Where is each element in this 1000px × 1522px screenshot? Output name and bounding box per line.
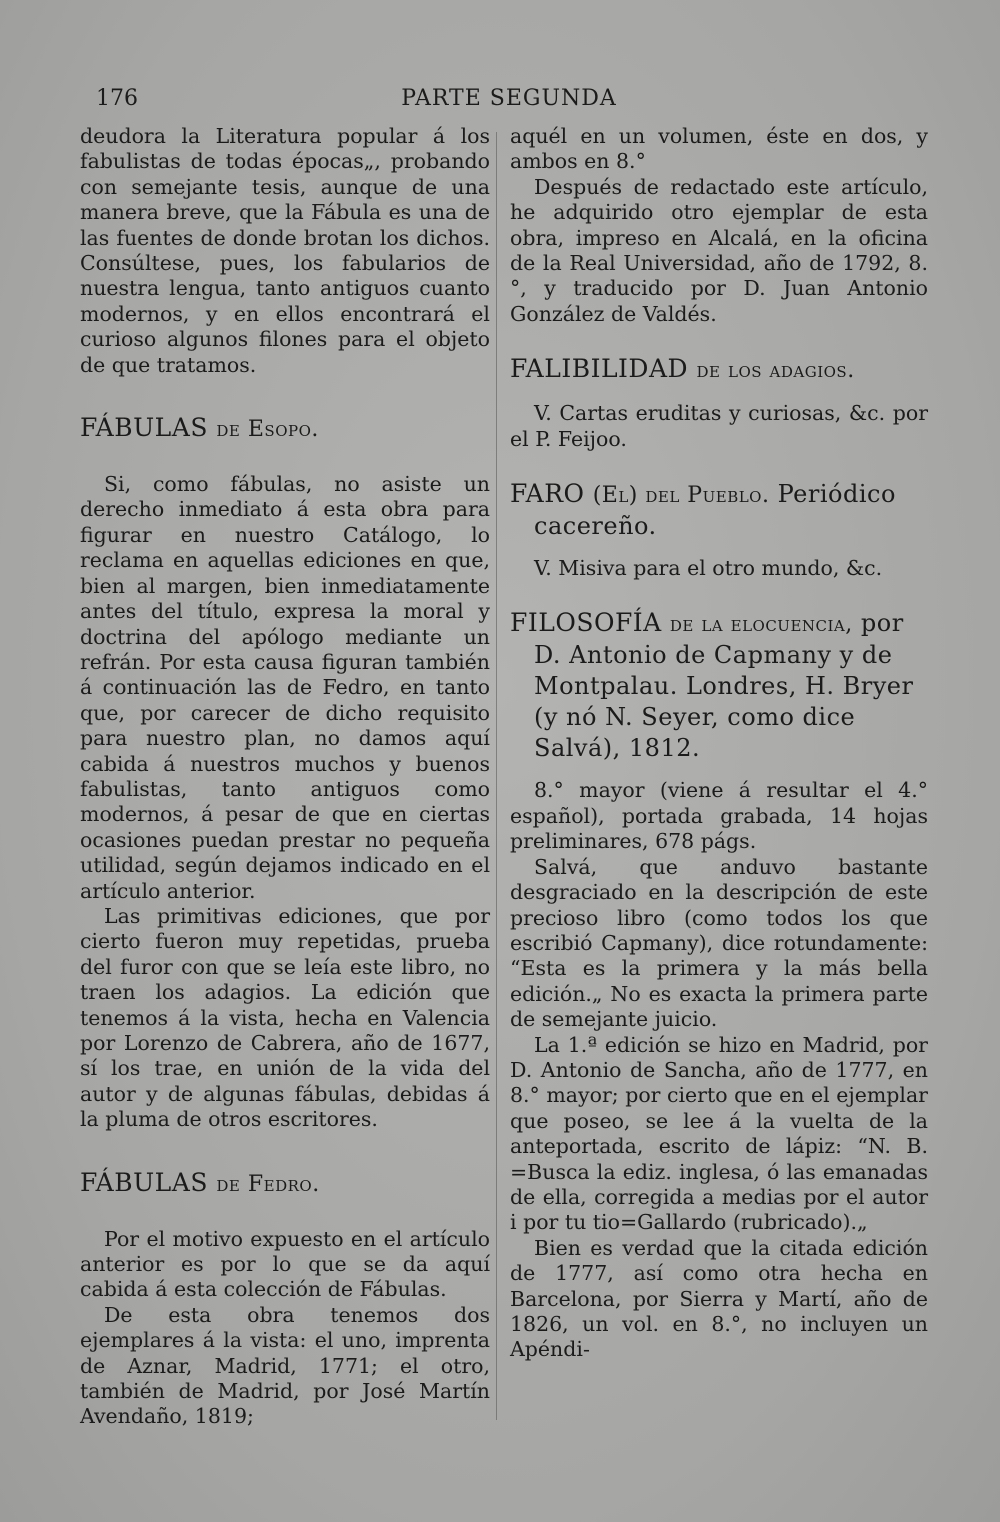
- entry-heading-fabulas-fedro: FÁBULAS de Fedro.: [80, 1167, 320, 1197]
- paragraph: Después de redactado este artículo, he adquirido otro ejemplar de esta obra, impreso en Alcalá, en la oficina de la Real Universidad, año de 1792, 8.°, y traducido por D. Juan Antonio González de Valdés.: [510, 174, 928, 326]
- paragraph: aquél en un volumen, éste en dos, y ambos en 8.°: [510, 124, 928, 174]
- column-rule: [496, 132, 497, 1420]
- left-column: [80, 124, 490, 1430]
- paragraph: Bien es verdad que la citada edición de 1777, así como otra hecha en Barcelona, por Sierra y Martí, año de 1826, un vol. en 8.°, no incluyen un Apéndi-: [510, 1235, 928, 1362]
- paragraph: V. Cartas eruditas y curiosas, &c. por el P. Feijoo.: [510, 401, 928, 451]
- page-header: [96, 86, 922, 120]
- paragraph: La 1.ª edición se hizo en Madrid, por D. Antonio de Sancha, año de 1777, en 8.° mayor; por cierto que en el ejemplar que poseo, se lee á la vuelta de la anteportada, escrito de lápiz: “N. B. =Busca la ediz. inglesa, ó las emanadas de ella, corregida a medias por el autor i por tu tio=Gallardo (rubricado).„: [510, 1032, 928, 1235]
- paragraph: V. Misiva para el otro mundo, &c.: [534, 556, 883, 581]
- paragraph: Si, como fábulas, no asiste un derecho inmediato á esta obra para figurar en nuestro Catálogo, lo reclama en aquellas ediciones en que, bien al margen, bien inmediatamente antes del título, expresa la moral y doctrina del apólogo mediante un refrán. Por esta causa figuran también á continuación las de Fedro, en tanto que, por carecer de dicho requisito para nuestro plan, no damos aquí cabida á nuestros muchos y buenos fabulistas, tanto antiguos como modernos, á pesar de que en ciertas ocasiones puedan prestar no pequeña utilidad, según dejamos indicado en el artículo anterior.: [80, 472, 490, 903]
- paragraph: Salvá, que anduvo bastante desgraciado en la descripción de este precioso libro (como todos los que escribió Capmany), dice rotundamente: “Esta es la primera y la más bella edición.„ No es exacta la primera parte de semejante juicio.: [510, 854, 928, 1032]
- page-number: 176: [96, 86, 138, 111]
- paragraph: deudora la Literatura popular á los fabulistas de todas épocas„, probando con semejante tesis, aunque de una manera breve, que la Fábula es una de las fuentes de donde brotan los dichos. Consúltese, pues, los fabularios de nuestra lengua, tanto antiguos cuanto modernos, y en ellos encontrará el curioso algunos filones para el objeto de que tratamos.: [80, 124, 490, 377]
- right-column: [510, 124, 928, 1363]
- entry-heading-faro: FARO (El) del Pueblo. Periódico cacereño.: [510, 479, 896, 541]
- entry-heading-filosofia: FILOSOFÍA de la elocuencia, por D. Antonio de Capmany y de Montpalau. Londres, H. Bryer (y nó N. Seyer, como dice Salvá), 1812.: [510, 608, 914, 763]
- paragraph: De esta obra tenemos dos ejemplares á la vista: el uno, imprenta de Aznar, Madrid, 1771; el otro, también de Madrid, por José Martín Avendaño, 1819;: [80, 1302, 490, 1429]
- paragraph: 8.° mayor (viene á resultar el 4.° español), portada grabada, 14 hojas preliminares, 678 págs.: [510, 778, 928, 854]
- running-title: PARTE SEGUNDA: [401, 86, 617, 111]
- entry-heading-falibilidad: FALIBILIDAD de los adagios.: [510, 354, 855, 384]
- entry-heading-fabulas-esopo: FÁBULAS de Esopo.: [80, 413, 319, 443]
- paragraph: Por el motivo expuesto en el artículo anterior es por lo que se da aquí cabida á esta colección de Fábulas.: [80, 1226, 490, 1302]
- paragraph: Las primitivas ediciones, que por cierto fueron muy repetidas, prueba del furor con que se leía este libro, no traen los adagios. La edición que tenemos á la vista, hecha en Valencia por Lorenzo de Cabrera, año de 1677, sí los trae, en unión de la vida del autor y de algunas fábulas, debidas á la pluma de otros escritores.: [80, 903, 490, 1132]
